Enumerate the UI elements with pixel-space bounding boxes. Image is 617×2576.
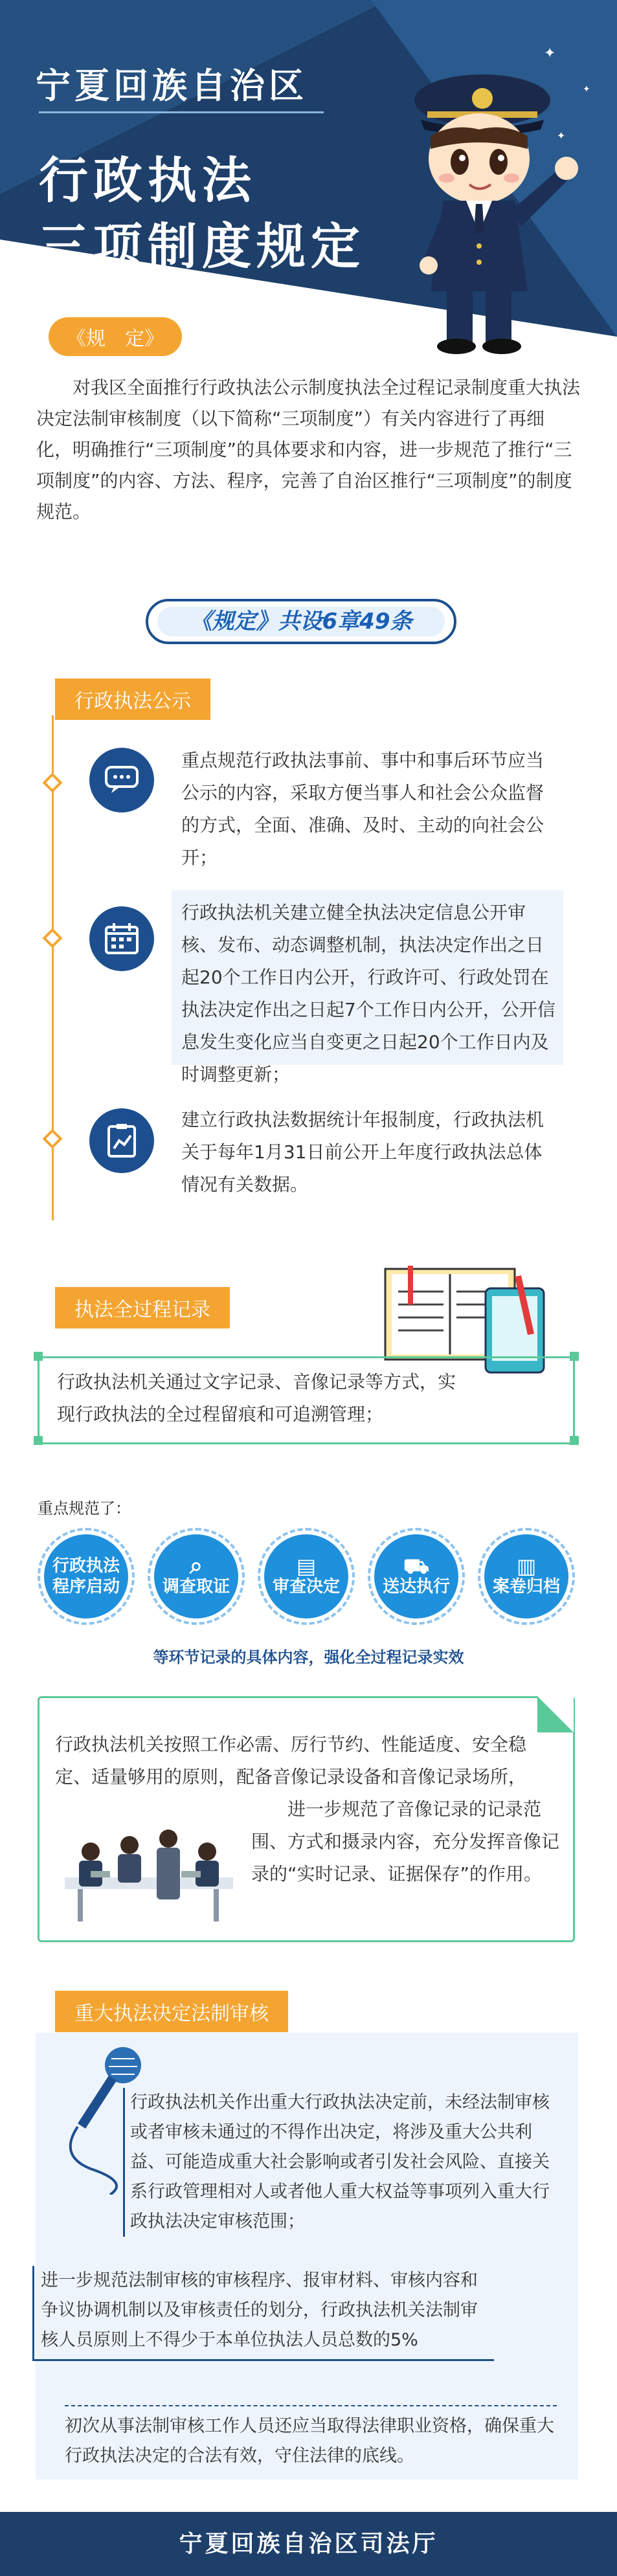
magnifier-icon: ⌕ (189, 1552, 203, 1579)
footer: 宁夏回族自治区司法厅 (0, 2512, 617, 2576)
archive-icon: ▥ (516, 1554, 537, 1578)
step-label: 案卷归档 (492, 1577, 560, 1596)
legal-review-p3: 初次从事法制审核工作人员还应当取得法律职业资格，确保重大行政执法决定的合法有效，守住法律的底线。 (65, 2405, 557, 2471)
step-review (258, 1528, 355, 1625)
disclosure-item-3: 建立行政执法数据统计年报制度，行政执法机关于每年1月31日前公开上年度行政执法总体情况有关数据。 (181, 1109, 544, 1195)
step-label: 程序启动 (52, 1577, 120, 1596)
chapters-banner-text: 《规定》共设6章49条 (157, 607, 445, 636)
star-icon: ✦ (583, 84, 590, 95)
steps-caption: 等环节记录的具体内容，强化全过程记录实效 (153, 1648, 464, 1666)
chart-clipboard-icon (89, 1108, 154, 1173)
section-tag-legal-review: 重大执法决定法制审核 (55, 1991, 288, 2032)
legal-review-p2: 进一步规范法制审核的审核程序、报审材料、审核内容和争议协调机制以及审核责任的划分，行政执法机关法制审核人员原则上不得少于本单位执法人员总数的5% (32, 2266, 494, 2361)
police-officer-illustration (376, 39, 589, 363)
timeline-marker (42, 928, 62, 948)
recording-text: 行政执法机关通过文字记录、音像记录等方式，实现行政执法的全过程留痕和可追溯管理； (57, 1371, 456, 1425)
calendar-icon (89, 906, 154, 971)
page-title-line2: 三项制度规定 (39, 218, 365, 275)
step-label: 送达执行 (382, 1577, 450, 1596)
timeline-marker (42, 772, 62, 792)
star-icon: ✦ (557, 129, 566, 142)
corner-marker (34, 1436, 43, 1445)
av-text-b: 进一步规范了音像记录的记录范围、方式和摄录内容，充分发挥音像记录的“实时记录、证据保存”的作用。 (251, 1798, 560, 1885)
corner-marker (570, 1352, 579, 1361)
region-title: 宁夏回族自治区 (36, 65, 308, 106)
corner-marker (34, 1352, 43, 1361)
step-label: 审查决定 (272, 1577, 340, 1596)
truck-icon: ⛟ (403, 1554, 430, 1578)
meeting-illustration (52, 1806, 246, 1929)
timeline-marker (42, 1128, 62, 1148)
rules-tag: 《规 定》 (49, 317, 182, 356)
disclosure-item-2: 行政执法机关建立健全执法决定信息公开审核、发布、动态调整机制，执法决定作出之日起20个工作日内公开，行政许可、行政处罚在执法决定作出之日起7个工作日内公开，公开信息发生变化应当自变更之日起20个工作日内及时调整更新； (181, 902, 555, 1085)
disclosure-item-1: 重点规范行政执法事前、事中和事后环节应当公示的内容，采取方便当事人和社会公众监督的方式，全面、准确、及时、主动的向社会公开； (181, 750, 544, 868)
chapters-banner (146, 599, 456, 644)
chat-icon (89, 748, 154, 812)
section-tag-disclosure: 行政执法公示 (55, 678, 210, 720)
step-label: 调查取证 (162, 1577, 230, 1596)
box-edge (573, 1361, 575, 1437)
star-icon: ✦ (544, 45, 556, 62)
step-label: 行政执法 (52, 1556, 120, 1576)
step-archive (478, 1528, 575, 1625)
step-delivery (368, 1528, 465, 1625)
av-text-a: 行政执法机关按照工作必需、厉行节约、性能适度、安全稳定、适量够用的原则，配备音像记录设备和音像记录场所， (55, 1734, 527, 1787)
box-edge (38, 1361, 39, 1437)
document-person-icon: ▤ (296, 1554, 317, 1578)
focus-label: 重点规范了： (38, 1499, 131, 1518)
legal-review-p1: 行政执法机关作出重大行政执法决定前，未经法制审核或者审核未通过的不得作出决定，将涉及重大公共利益、可能造成重大社会影响或者引发社会风险、直接关系行政管理相对人或者他人重大权益等事项列入重大行政执法决定审核范围； (123, 2088, 557, 2237)
divider (39, 111, 324, 113)
step-investigation (148, 1528, 245, 1625)
folded-corner (537, 1696, 574, 1732)
intro-paragraph: 对我区全面推行行政执法公示制度执法全过程记录制度重大执法决定法制审核制度（以下简称“三项制度”）有关内容进行了再细化，明确推行“三项制度”的具体要求和内容，进一步规范了推行“三项制度”的内容、方法、程序，完善了自治区推行“三项制度”的制度规范。 (36, 377, 581, 522)
page-title-line1: 行政执法 (39, 151, 256, 209)
decorative-dots: · · · · · · · · · · · · · · (39, 277, 290, 293)
step-program-start (38, 1528, 135, 1625)
section-tag-recording: 执法全过程记录 (55, 1287, 230, 1328)
corner-marker (570, 1436, 579, 1445)
